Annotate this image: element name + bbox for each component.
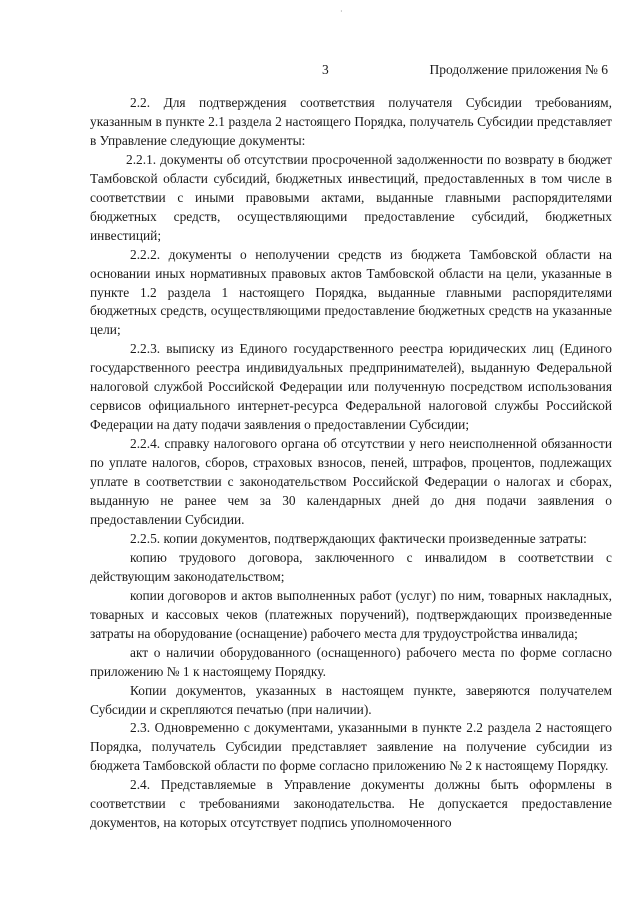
page-number: 3 — [322, 62, 329, 77]
list-item-workplace-act: акт о наличии оборудованного (оснащенного) рабочего места по форме согласно приложению № 1 к настоящему Порядку. — [90, 644, 612, 679]
paragraph-2-2-1: 2.2.1. документы об отсутствии просроченной задолженности по возврату в бюджет Тамбовской области субсидий, бюджетных инвестиций, предоставленных в том числе в соответствии с иными правовыми актами, выданные главными распорядителями бюджетных средств, осуществляющими предоставление субсидий, бюджетных инвестиций; — [90, 151, 612, 243]
list-item-employment-contract: копию трудового договора, заключенного с инвалидом в соответствии с действующим законодательством; — [90, 549, 612, 584]
paragraph-2-2-4: 2.2.4. справку налогового органа об отсутствии у него неисполненной обязанности по уплате налогов, сборов, страховых взносов, пеней, штрафов, процентов, подлежащих уплате в соответствии с законодательством Российской Федерации о налогах и сборах, выданную не ранее чем за 30 календарных дней до дня подачи заявления о предоставлении Субсидии. — [90, 436, 612, 527]
paragraph-2-4: 2.4. Представляемые в Управление документы должны быть оформлены в соответствии с требованиями законодательства. Не допускается предоставление документов, на которых отсутствует подпись уполномоченного — [90, 777, 612, 831]
scan-mark: · — [340, 7, 343, 16]
list-item-contracts-and-acts: копии договоров и актов выполненных работ (услуг) по ним, товарных накладных, товарных и кассовых чеков (платежных поручений), подтверждающих произведенные затраты на оборудование (оснащение) рабочего места для трудоустройства инвалида; — [90, 587, 612, 641]
paragraph-2-2-5: 2.2.5. копии документов, подтверждающих фактически произведенные затраты: — [130, 530, 587, 546]
document-body — [90, 94, 612, 833]
paragraph-2-3: 2.3. Одновременно с документами, указанными в пункте 2.2 раздела 2 настоящего Порядка, получатель Субсидии представляет заявление на получение субсидии из бюджета Тамбовской области по форме согласно приложению № 2 к настоящему Порядку. — [90, 720, 612, 774]
paragraph-2-2-3: 2.2.3. выписку из Единого государственного реестра юридических лиц (Единого государственного реестра индивидуальных предпринимателей), выданную Федеральной налоговой службой Российской Федерации или полученную посредством использования сервисов официального интернет-ресурса Федеральной налоговой службы Российской Федерации на дату подачи заявления о предоставлении Субсидии; — [90, 341, 612, 433]
page-header — [0, 62, 640, 82]
paragraph-2-2-2: 2.2.2. документы о неполучении средств из бюджета Тамбовской области на основании иных нормативных правовых актов Тамбовской области на цели, указанные в пункте 1.2 раздела 1 настоящего Порядка, выданные главными распорядителями бюджетных средств, осуществляющими предоставление бюджетных средств на указанные цели; — [90, 246, 612, 338]
paragraph-2-2: 2.2. Для подтверждения соответствия получателя Субсидии требованиям, указанным в пункте 2.1 раздела 2 настоящего Порядка, получатель Субсидии представляет в Управление следующие документы: — [90, 95, 612, 148]
paragraph-copies-certification: Копии документов, указанных в настоящем пункте, заверяются получателем Субсидии и скрепляются печатью (при наличии). — [90, 682, 612, 717]
appendix-continuation-note: Продолжение приложения № 6 — [429, 62, 608, 77]
